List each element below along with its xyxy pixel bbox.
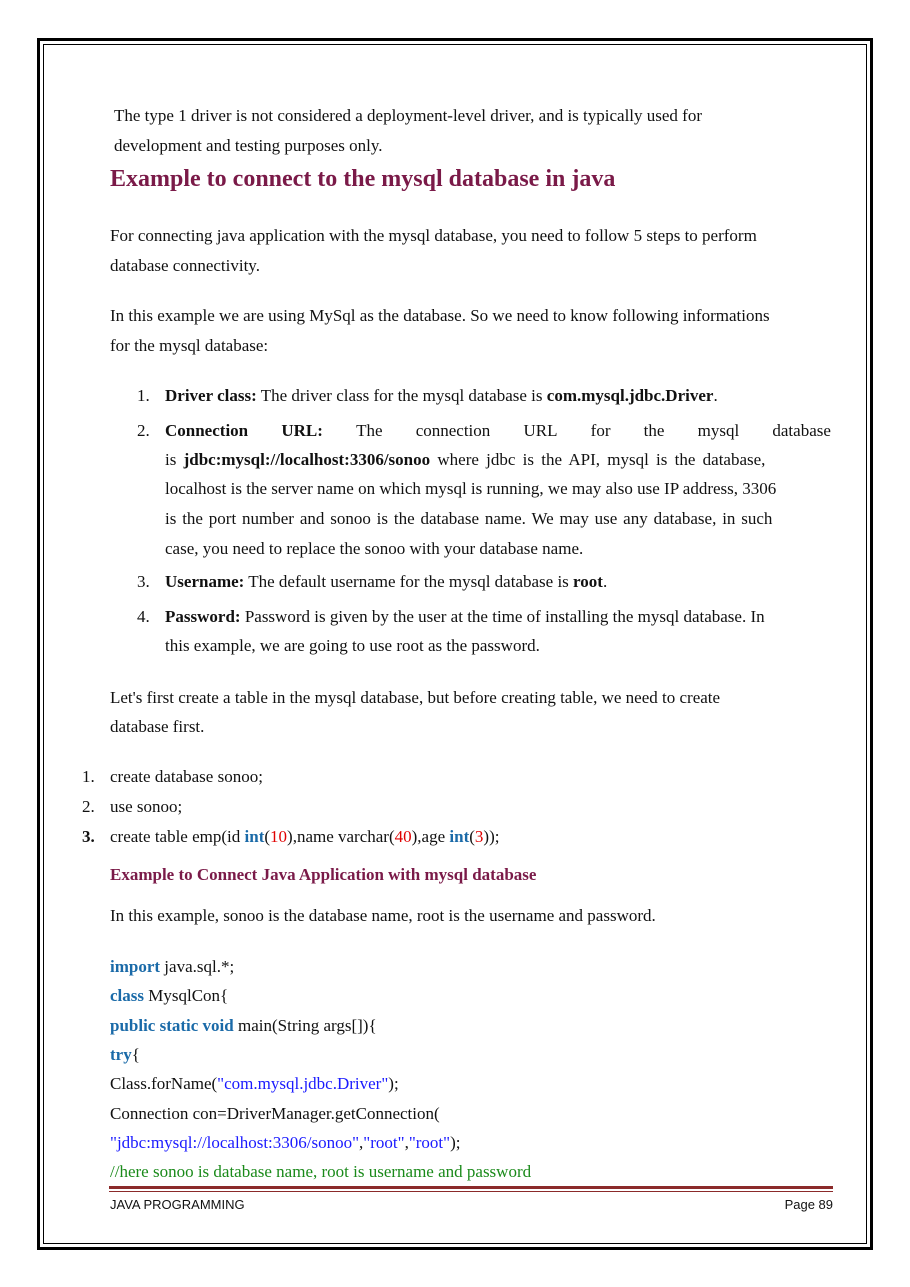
para3-line-2: database first. <box>110 717 205 736</box>
sql-text: ( <box>469 827 475 846</box>
sql-text: ),name varchar( <box>287 827 395 846</box>
sql-line-2-number: 2. <box>82 797 95 816</box>
step-2-url: jdbc:mysql://localhost:3306/sonoo <box>183 450 431 469</box>
step-3 <box>165 567 607 596</box>
code-text: java.sql.*; <box>160 957 235 976</box>
step-2-word: mysql <box>697 421 740 440</box>
step-2-line-2-pre: is <box>165 450 184 469</box>
code-text: ); <box>388 1074 399 1093</box>
step-3-end: . <box>602 572 608 591</box>
code-keyword: try <box>110 1045 132 1064</box>
step-3-number: 3. <box>137 572 150 591</box>
step-3-value: root <box>573 572 603 591</box>
footer-rule-thick <box>109 1186 833 1189</box>
code-text: main(String args[]){ <box>233 1016 377 1035</box>
footer-rule-thin <box>109 1191 833 1192</box>
code-keyword: public static void <box>110 1016 234 1035</box>
sql-line-1-number: 1. <box>82 767 95 786</box>
step-2-number: 2. <box>137 421 150 440</box>
para4: In this example, sonoo is the database name, root is the username and password. <box>110 906 656 925</box>
step-1-value: com.mysql.jdbc.Driver <box>546 386 714 405</box>
step-2-line-3: localhost is the server name on which mysql is running, we may also use IP address, 3306 <box>165 479 777 498</box>
step-2-line-4: is the port number and sonoo is the database name. We may use any database, in such <box>165 509 773 528</box>
intro-line-2: development and testing purposes only. <box>114 136 383 155</box>
step-1-text: The driver class for the mysql database is <box>256 386 547 405</box>
step-2-word: Connection <box>165 421 249 440</box>
step-2-line-1 <box>165 416 831 445</box>
code-line-5 <box>110 1069 399 1098</box>
code-text: ); <box>450 1133 461 1152</box>
step-4-text: Password is given by the user at the time of installing the mysql database. In <box>240 607 765 626</box>
intro-line-1: The type 1 driver is not considered a deployment-level driver, and is typically used for <box>114 106 703 125</box>
sql-line-1: create database sonoo; <box>110 767 263 786</box>
step-2-word: database <box>772 421 831 440</box>
step-3-label: Username: <box>165 572 245 591</box>
para2-line-1: In this example we are using MySql as the database. So we need to know following informations <box>110 306 770 325</box>
code-string: "root" <box>363 1133 405 1152</box>
step-2-word: for <box>590 421 611 440</box>
sql-text: ),age <box>411 827 450 846</box>
step-1-number: 1. <box>137 386 150 405</box>
step-1 <box>165 381 718 410</box>
code-line-4 <box>110 1040 140 1069</box>
sql-number: 40 <box>394 827 412 846</box>
para2-line-2: for the mysql database: <box>110 336 269 355</box>
sql-number: 10 <box>270 827 288 846</box>
code-string: "root" <box>408 1133 451 1152</box>
code-text: , <box>404 1133 409 1152</box>
code-text: { <box>131 1045 140 1064</box>
sql-keyword: int <box>449 827 470 846</box>
step-2-word: URL <box>523 421 558 440</box>
code-keyword: class <box>110 986 144 1005</box>
code-keyword: import <box>110 957 161 976</box>
step-2-line-2-post: where jdbc is the API, mysql is the database, <box>430 450 766 469</box>
step-2-word: connection <box>415 421 491 440</box>
code-string: "com.mysql.jdbc.Driver" <box>217 1074 389 1093</box>
step-1-label: Driver class: <box>165 386 257 405</box>
sql-text: )); <box>483 827 500 846</box>
step-3-text: The default username for the mysql database is <box>244 572 574 591</box>
sql-line-2: use sonoo; <box>110 797 183 816</box>
subheading: Example to Connect Java Application with mysql database <box>110 865 537 884</box>
para1-line-2: database connectivity. <box>110 256 260 275</box>
sql-text: ( <box>264 827 271 846</box>
code-line-3 <box>110 1011 377 1040</box>
sql-line-3 <box>110 822 499 851</box>
code-comment: //here sonoo is database name, root is username and password <box>110 1162 532 1181</box>
code-text: Class.forName( <box>110 1074 218 1093</box>
sql-text: create table emp(id <box>110 827 245 846</box>
code-string: "jdbc:mysql://localhost:3306/sonoo" <box>110 1133 360 1152</box>
sql-keyword: int <box>244 827 265 846</box>
code-line-1 <box>110 952 234 981</box>
code-text: , <box>359 1133 364 1152</box>
step-2-line-2 <box>165 445 765 474</box>
step-2-word: The <box>356 421 383 440</box>
step-2-word: the <box>643 421 665 440</box>
step-2-word: URL: <box>281 421 323 440</box>
step-2-line-5: case, you need to replace the sonoo with your database name. <box>165 539 584 558</box>
step-4-label: Password: <box>165 607 241 626</box>
code-line-2 <box>110 981 228 1010</box>
code-line-7 <box>110 1128 460 1157</box>
para3-line-1: Let's first create a table in the mysql database, but before creating table, we need to create <box>110 688 721 707</box>
sql-line-3-number: 3. <box>82 827 95 846</box>
code-text: MysqlCon{ <box>144 986 229 1005</box>
footer-title: JAVA PROGRAMMING <box>110 1197 245 1212</box>
sql-number: 3 <box>474 827 484 846</box>
code-line-6: Connection con=DriverManager.getConnection( <box>110 1104 440 1123</box>
para1-line-1: For connecting java application with the mysql database, you need to follow 5 steps to perform <box>110 226 757 245</box>
page-number: Page 89 <box>784 1197 833 1212</box>
step-4-line-1 <box>165 602 765 631</box>
step-4-line-2: this example, we are going to use root as the password. <box>165 636 540 655</box>
step-1-end: . <box>713 386 718 405</box>
section-heading: Example to connect to the mysql database in java <box>110 166 616 192</box>
step-4-number: 4. <box>137 607 150 626</box>
